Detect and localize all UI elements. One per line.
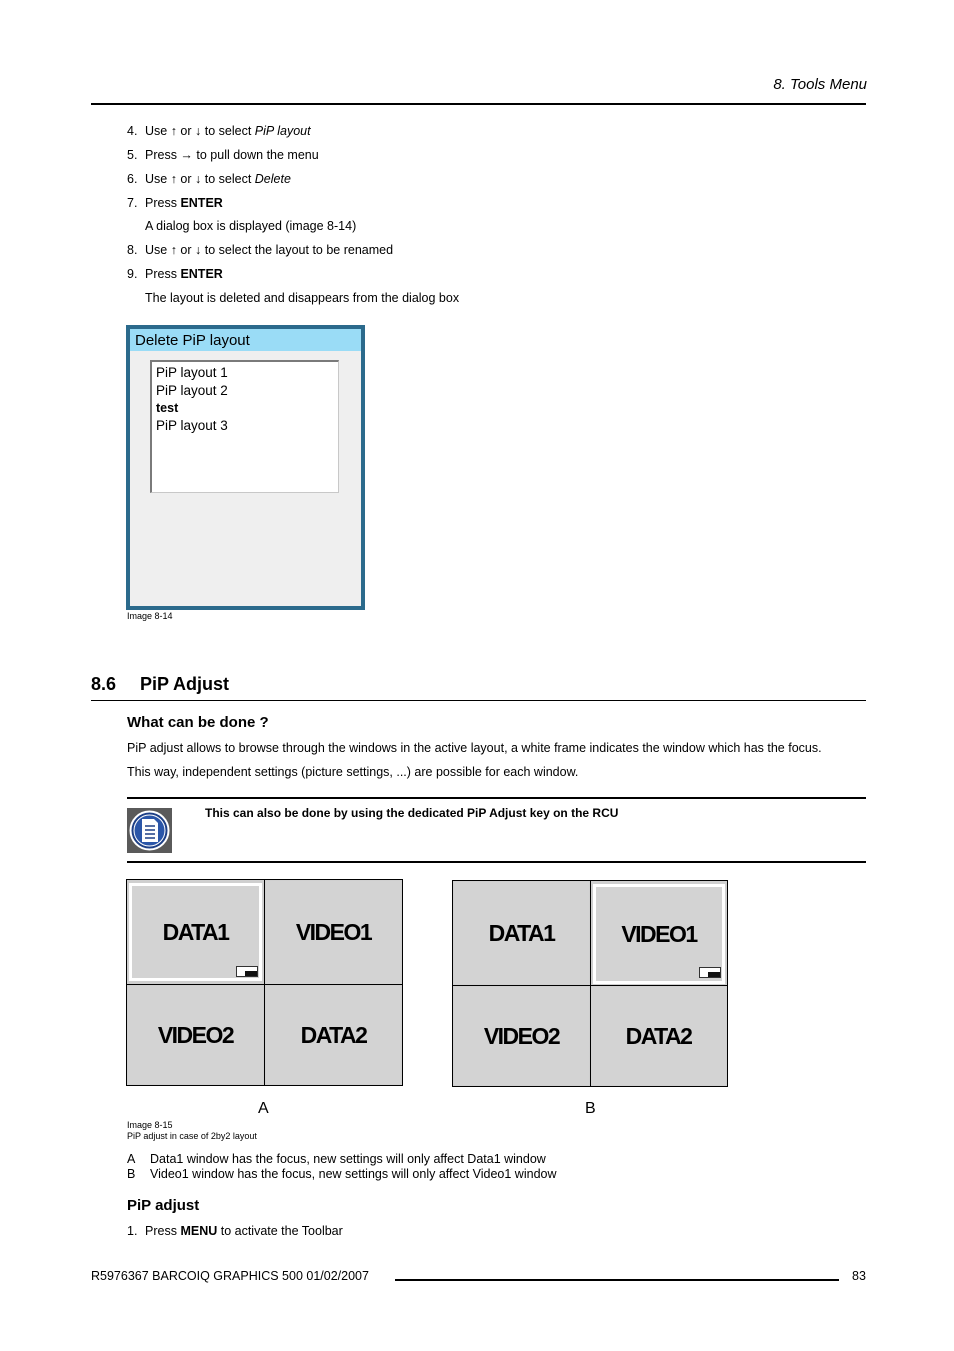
step-number: 9. <box>127 267 138 281</box>
step-number: 5. <box>127 148 138 162</box>
subheading: What can be done ? <box>127 714 269 731</box>
step-number: 1. <box>127 1224 138 1238</box>
grid-cell-data1 <box>129 883 262 981</box>
step-9 <box>127 266 223 282</box>
step-text: Press → to pull down the menu <box>145 148 319 162</box>
legend-item-a <box>127 1152 546 1167</box>
legend-item-b <box>127 1167 557 1182</box>
layout-list[interactable] <box>150 360 339 493</box>
chapter-header: 8. Tools Menu <box>773 76 867 93</box>
grid-cell-video2 <box>128 986 263 1084</box>
grid-cell-data2 <box>266 986 401 1084</box>
list-item[interactable]: PiP layout 2 <box>156 383 228 398</box>
cell-label: VIDEO1 <box>621 920 697 947</box>
grid-divider-horizontal <box>127 984 402 985</box>
step-4 <box>127 123 311 139</box>
step-text-tail: to activate the Toolbar <box>217 1224 343 1238</box>
grid-divider-horizontal <box>453 985 727 986</box>
grid-cell-video2 <box>454 987 589 1085</box>
cell-label: DATA1 <box>162 918 229 945</box>
step-text: Use ↑ or ↓ to select <box>145 172 255 186</box>
grid-divider-vertical <box>264 880 265 1085</box>
step-8 <box>127 242 393 258</box>
step-text: Use ↑ or ↓ to select the layout to be renamed <box>145 243 394 257</box>
pip-grid-a <box>126 879 403 1086</box>
paragraph: This way, independent settings (picture settings, ...) are possible for each window. <box>127 765 579 779</box>
step-number: 6. <box>127 172 138 186</box>
grid-label-b: B <box>585 1100 596 1117</box>
step-key: ENTER <box>180 196 223 210</box>
cell-label: VIDEO2 <box>483 1022 560 1049</box>
step-emphasis: Delete <box>254 172 291 186</box>
procedure-step-1 <box>127 1223 343 1239</box>
step-number: 4. <box>127 124 138 138</box>
step-text: Press <box>145 1224 181 1238</box>
note-rule-bottom <box>127 861 866 863</box>
section-number: 8.6 <box>91 674 117 694</box>
footer-doc-info: R5976367 BARCOIQ GRAPHICS 500 01/02/2007 <box>91 1269 369 1283</box>
header-rule <box>91 103 866 105</box>
list-item[interactable]: PiP layout 1 <box>156 365 228 380</box>
grid-divider-vertical <box>590 881 591 1086</box>
step-6 <box>127 171 291 187</box>
step-7-note: A dialog box is displayed (image 8-14) <box>145 219 357 233</box>
cell-label: DATA1 <box>488 919 555 946</box>
cell-label: DATA2 <box>300 1021 367 1048</box>
step-emphasis: PiP layout <box>254 124 311 138</box>
step-number: 7. <box>127 196 138 210</box>
dialog-body <box>130 329 361 606</box>
cell-label: VIDEO2 <box>157 1021 234 1048</box>
footer-rule <box>395 1279 839 1281</box>
delete-pip-layout-dialog <box>126 325 365 610</box>
list-item[interactable]: PiP layout 3 <box>156 418 228 433</box>
grid-label-a: A <box>258 1100 269 1117</box>
legend-key: B <box>127 1167 136 1181</box>
legend-key: A <box>127 1152 136 1166</box>
image-subcaption: PiP adjust in case of 2by2 layout <box>127 1131 257 1141</box>
step-key: ENTER <box>180 267 223 281</box>
cell-label: DATA2 <box>625 1022 692 1049</box>
image-caption: Image 8-15 <box>127 1120 173 1130</box>
window-focus-icon <box>236 966 258 977</box>
step-text: Press <box>145 267 181 281</box>
step-key: MENU <box>180 1224 218 1238</box>
list-item-selected[interactable]: test <box>156 401 179 415</box>
section-rule <box>91 700 866 701</box>
grid-cell-data2 <box>591 987 726 1085</box>
step-7 <box>127 195 223 211</box>
section-title <box>91 674 229 695</box>
window-focus-icon <box>699 967 721 978</box>
pip-grid-b <box>452 880 728 1087</box>
section-name: PiP Adjust <box>140 674 230 694</box>
step-text: Use ↑ or ↓ to select <box>145 124 255 138</box>
grid-cell-video1 <box>593 884 725 984</box>
step-9-note: The layout is deleted and disappears from the dialog box <box>145 291 460 305</box>
step-number: 8. <box>127 243 138 257</box>
note-document-icon <box>127 808 172 853</box>
image-caption: Image 8-14 <box>127 611 173 621</box>
legend-text: Video1 window has the focus, new settings will only affect Video1 window <box>150 1167 557 1181</box>
paragraph: PiP adjust allows to browse through the windows in the active layout, a white frame indicates the window which has the focus. <box>127 741 822 755</box>
cell-label: VIDEO1 <box>295 919 372 945</box>
grid-cell-data1 <box>454 882 589 984</box>
step-text: Press <box>145 196 181 210</box>
dialog-title: Delete PiP layout <box>130 329 361 351</box>
page-number: 83 <box>852 1269 866 1283</box>
step-5 <box>127 147 319 163</box>
legend-text: Data1 window has the focus, new settings will only affect Data1 window <box>150 1152 546 1166</box>
procedure-heading: PiP adjust <box>127 1197 200 1214</box>
grid-cell-video1 <box>266 881 401 984</box>
note-rule-top <box>127 797 866 799</box>
note-text: This can also be done by using the dedicated PiP Adjust key on the RCU <box>205 806 619 820</box>
